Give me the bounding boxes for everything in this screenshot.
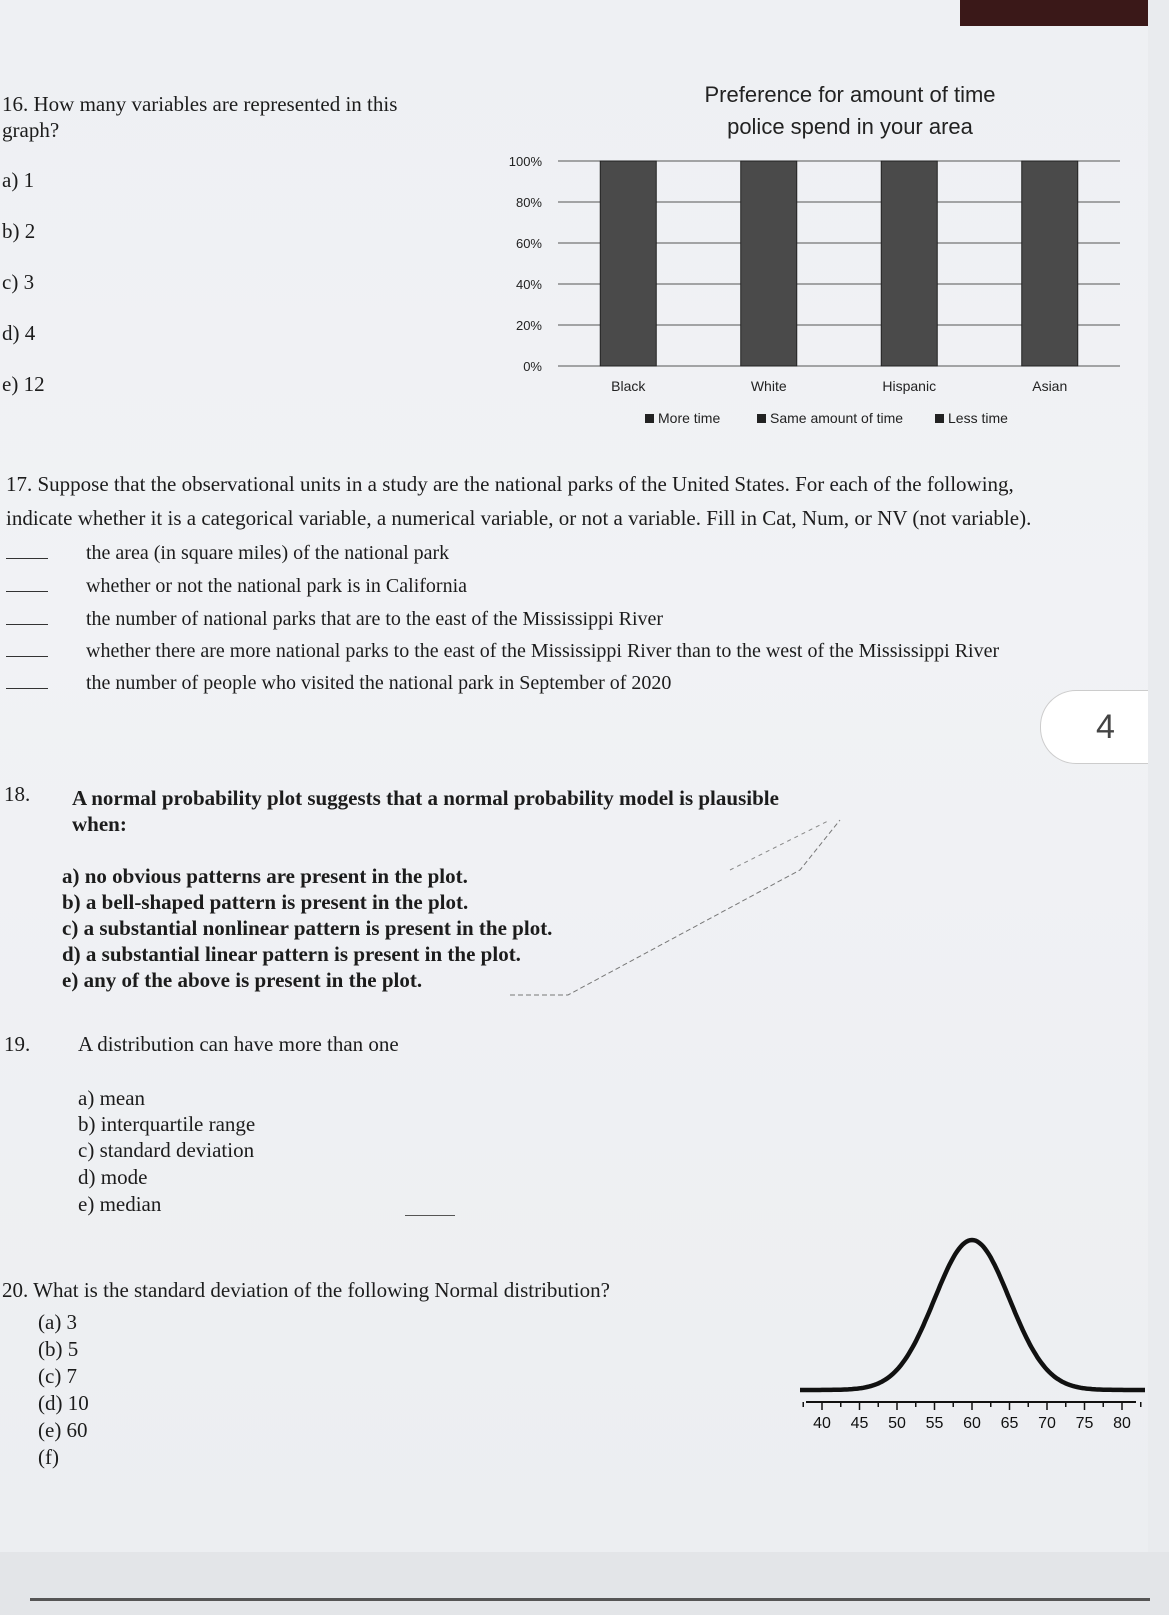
axis-label: 55: [925, 1415, 944, 1432]
answer-blank-3[interactable]: [6, 623, 48, 625]
q20-option-f: (f): [38, 1445, 59, 1469]
q16-option-a: a) 1: [2, 168, 35, 192]
legend-swatch: [645, 414, 654, 423]
y-tick-label: 60%: [515, 236, 542, 251]
q17-item-3-text: the number of national parks that are to the east of the Mississippi River: [86, 608, 664, 630]
legend-swatch: [757, 414, 766, 423]
answer-blank-1[interactable]: [6, 557, 48, 559]
q16-option-c: c) 3: [2, 270, 35, 294]
legend-label: Same amount of time: [770, 410, 904, 426]
bar-black: [600, 161, 656, 366]
legend-swatch: [935, 414, 944, 423]
q18-option-a: a) no obvious patterns are present in the plot.: [62, 864, 468, 888]
q17-item-1: [6, 542, 449, 565]
q20-option-a: (a) 3: [38, 1310, 78, 1334]
y-tick-label: 40%: [515, 277, 542, 292]
bar-hispanic: [881, 161, 937, 366]
q18-question-line2: when:: [72, 812, 127, 836]
x-category-label: Asian: [1032, 378, 1068, 394]
axis-label: 70: [1038, 1415, 1056, 1432]
answer-blank-5[interactable]: [6, 687, 48, 689]
pencil-marks: [500, 800, 860, 1000]
q19-option-d: d) mode: [78, 1165, 148, 1189]
bottom-margin: [0, 1552, 1169, 1615]
axis-label: 45: [850, 1415, 869, 1432]
answer-blank-4[interactable]: [6, 655, 48, 657]
q17-item-5: [6, 672, 671, 695]
answer-blank-2[interactable]: [6, 590, 48, 592]
q19-option-c: c) standard deviation: [78, 1138, 255, 1162]
x-category-label: White: [750, 378, 787, 394]
q19-option-e: e) median: [78, 1192, 162, 1216]
q18-option-d: d) a substantial linear pattern is present in the plot.: [62, 942, 521, 966]
q19-option-b: b) interquartile range: [78, 1112, 256, 1136]
legend-label: More time: [658, 410, 721, 426]
axis-label: 60: [963, 1415, 981, 1432]
q20-option-d: (d) 10: [38, 1391, 89, 1415]
q17-item-4-text: whether there are more national parks to the east of the Mississippi River than to the west of the Mississippi River: [86, 640, 1000, 662]
q17-item-2-text: whether or not the national park is in California: [86, 575, 468, 597]
q16-option-d: d) 4: [2, 321, 36, 345]
y-tick-label: 100%: [508, 154, 542, 169]
q17-item-2: [6, 575, 467, 598]
axis-label: 80: [1113, 1415, 1131, 1432]
x-category-label: Hispanic: [882, 378, 937, 394]
q18-question-line1: A normal probability plot suggests that a normal probability model is plausible: [72, 786, 779, 810]
legend-label: Less time: [948, 410, 1008, 426]
q17-question-line1: 17. Suppose that the observational units in a study are the national parks of the United States. For each of the following,: [6, 472, 1014, 496]
page-number-badge: 4: [1040, 690, 1148, 764]
q19-number: 19.: [4, 1032, 31, 1056]
q18-option-c: c) a substantial nonlinear pattern is present in the plot.: [62, 916, 553, 940]
bar-white: [741, 161, 797, 366]
axis-label: 40: [813, 1415, 831, 1432]
q20-question: 20. What is the standard deviation of the following Normal distribution?: [2, 1278, 610, 1302]
q16-question-line2: graph?: [2, 118, 60, 142]
chart-title-line1: Preference for amount of time: [704, 82, 996, 107]
x-category-label: Black: [611, 378, 646, 394]
normal-curve-chart: [800, 1230, 1145, 1450]
q18-option-e: e) any of the above is present in the plot.: [62, 968, 423, 992]
axis-label: 50: [888, 1415, 906, 1432]
q19-question: A distribution can have more than one: [78, 1032, 399, 1056]
bar-asian: [1022, 161, 1078, 366]
q16-option-b: b) 2: [2, 219, 36, 243]
q19-answer-line[interactable]: [405, 1215, 455, 1216]
q16-question: 16. How many variables are represented in this: [2, 92, 398, 116]
q17-item-5-text: the number of people who visited the national park in September of 2020: [86, 672, 672, 694]
q20-option-b: (b) 5: [38, 1337, 79, 1361]
y-tick-label: 0%: [523, 359, 542, 374]
normal-curve: [800, 1240, 1145, 1390]
background-corner: [960, 0, 1148, 26]
q17-item-3: [6, 608, 663, 631]
chart-title-line2: police spend in your area: [727, 114, 973, 139]
q17-question-line2: indicate whether it is a categorical variable, a numerical variable, or not a variable. Fill in Cat, Num, or NV (not variable).: [6, 506, 1032, 530]
q18-number: 18.: [4, 782, 31, 806]
q16-option-e: e) 12: [2, 372, 45, 396]
q17-item-4: [6, 640, 999, 663]
q20-option-c: (c) 7: [38, 1364, 78, 1388]
q19-option-a: a) mean: [78, 1086, 146, 1110]
q17-item-1-text: the area (in square miles) of the national park: [86, 542, 450, 564]
y-tick-label: 20%: [515, 318, 542, 333]
bottom-edge-line: [30, 1598, 1150, 1601]
q18-option-b: b) a bell-shaped pattern is present in the plot.: [62, 890, 469, 914]
axis-label: 65: [1000, 1415, 1019, 1432]
bar-chart: [500, 76, 1148, 456]
axis-label: 75: [1075, 1415, 1094, 1432]
y-tick-label: 80%: [515, 195, 542, 210]
q20-option-e: (e) 60: [38, 1418, 88, 1442]
